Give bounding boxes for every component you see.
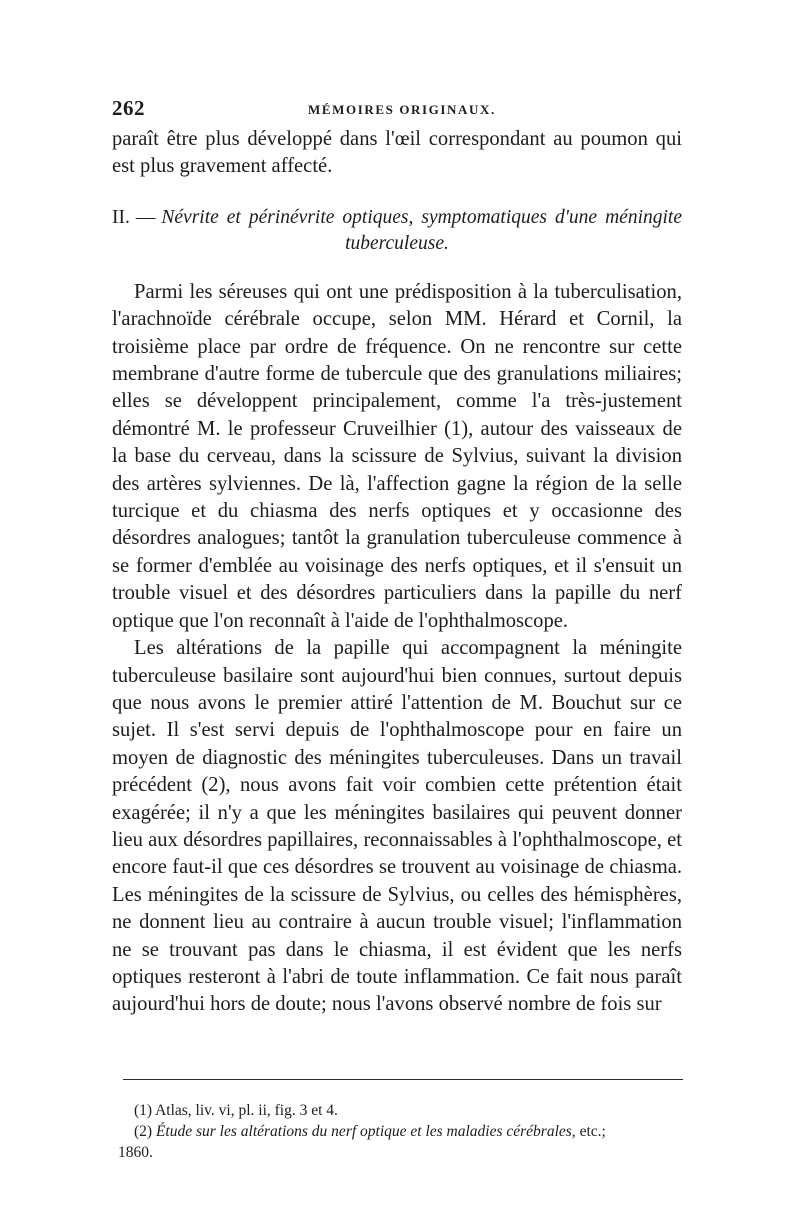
body-text (112, 126, 682, 1019)
footnotes (118, 1100, 688, 1163)
running-title: MÉMOIRES ORIGINAUX. (308, 102, 496, 117)
paragraph-papille: Les altérations de la papille qui accompagnent la méningite tuberculeuse basilaire sont aujourd'hui bien connues, surtout depuis que nous avons le premier attiré l'attention de M. Bouchut sur ce sujet. Il s'est servi depuis de l'ophthalmoscope pour en faire un moyen de diagnostic des méningites tuberculeuses. Dans un travail précédent (2), nous avons fait voir combien cette prétention était exagérée; il n'y a que les méningites basilaires qui peuvent donner lieu aux désordres papillaires, reconnaissables à l'ophthalmoscope, et encore faut-il que ces désordres se trouvent au voisinage de chiasma. Les méningites de la scissure de Sylvius, ou celles des hémisphères, ne donnent lieu au contraire à aucun trouble visuel; l'inflammation ne se trouvant pas dans le chiasma, il est évident que les nerfs optiques resteront à l'abri de toute inflammation. Ce fait nous paraît aujourd'hui hors de doute; nous l'avons observé nombre de fois sur (112, 637, 682, 1016)
footnote-1: (1) Atlas, liv. vi, pl. ii, fig. 3 et 4. (134, 1102, 338, 1119)
section-title-line-2: tuberculeuse. (345, 232, 449, 254)
paragraph-continuation: paraît être plus développé dans l'œil correspondant au poumon qui est plus gravement affecté. (112, 128, 682, 178)
footnote-rule (123, 1079, 683, 1080)
footnote-2 (118, 1121, 688, 1163)
section-dash: — (135, 206, 156, 228)
paragraph-tuberculisation: Parmi les séreuses qui ont une prédisposition à la tuberculisation, l'arachnoïde cérébrale occupe, selon MM. Hérard et Cornil, la troisième place par ordre de fréquence. On ne rencontre sur cette membrane d'autre forme de tubercule que des granulations miliaires; elles se développent principalement, comme l'a très-justement démontré M. le professeur Cruveilhier (1), autour des vaisseaux de la base du cerveau, dans la scissure de Sylvius, suivant la division des artères sylviennes. De là, l'affection gagne la région de la selle turcique et du chiasma des nerfs optiques et y occasionne des désordres analogues; tantôt la granulation tuberculeuse commence à se former d'emblée au voisinage des nerfs optiques, et il s'ensuit un trouble visuel et des désordres particuliers dans la papille du nerf optique que l'on reconnaît à l'aide de l'ophthalmoscope. (112, 280, 682, 632)
running-head (112, 96, 682, 126)
page-number: 262 (112, 96, 145, 120)
footnote-2-title: Étude sur les altérations du nerf optique et les maladies cérébrales, (155, 1123, 576, 1140)
section-number: II. (112, 206, 130, 228)
footnote-2-year: 1860. (118, 1144, 153, 1161)
section-heading (112, 205, 682, 257)
footnote-2-rest: etc.; (579, 1123, 606, 1140)
footnote-2-marker: (2) (134, 1123, 153, 1140)
section-title-line-1: Névrite et périnévrite optiques, symptomatiques d'une méningite (161, 206, 682, 228)
section-heading-line-1 (112, 205, 682, 231)
